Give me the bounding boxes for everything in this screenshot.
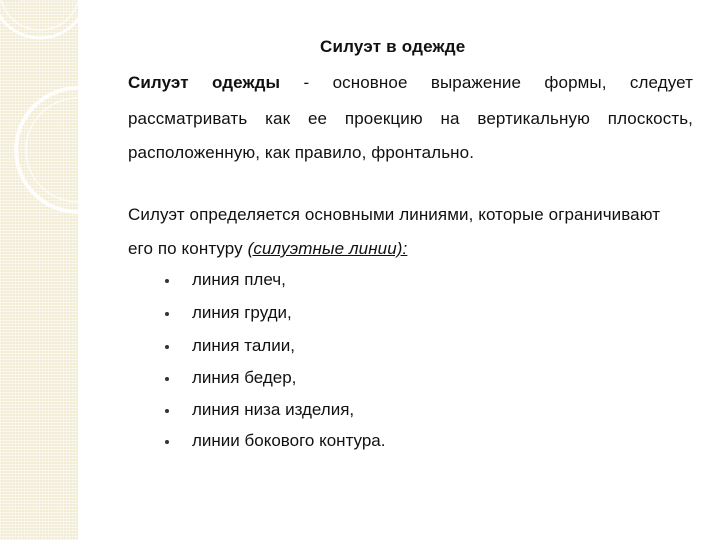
bullet-dot-icon: [165, 409, 169, 413]
paragraph-1-line-1-rest: - основное выражение формы, следует: [280, 73, 694, 92]
list-item-text: линия груди,: [192, 303, 292, 322]
list-item-text: линия бедер,: [192, 368, 297, 387]
paragraph-1-line-3: расположенную, как правило, фронтально.: [128, 143, 475, 162]
list-item-text: линии бокового контура.: [192, 431, 386, 450]
paragraph-1-line-1: [128, 73, 693, 93]
paragraph-2-line-2: [128, 239, 407, 259]
paragraph-2-line-2-prefix: его по контуру: [128, 239, 248, 258]
paragraph-1-line-2: рассматривать как ее проекцию на вертикальную плоскость,: [128, 109, 693, 128]
paragraph-2-line-1: Силуэт определяется основными линиями, которые ограничивают: [128, 205, 661, 224]
bullet-dot-icon: [165, 312, 169, 316]
list-item-text: линия талии,: [192, 336, 295, 355]
list-item-text: линия низа изделия,: [192, 400, 355, 419]
bullet-dot-icon: [165, 440, 169, 444]
slide-title: Силуэт в одежде: [320, 37, 466, 56]
bullet-dot-icon: [165, 377, 169, 381]
list-item-text: линия плеч,: [192, 270, 286, 289]
bullet-dot-icon: [165, 345, 169, 349]
term-silhouette-lines: (силуэтные линии):: [247, 239, 408, 258]
bullet-dot-icon: [165, 279, 169, 283]
term-silhouette-of-clothing: Силуэт одежды: [128, 73, 281, 92]
